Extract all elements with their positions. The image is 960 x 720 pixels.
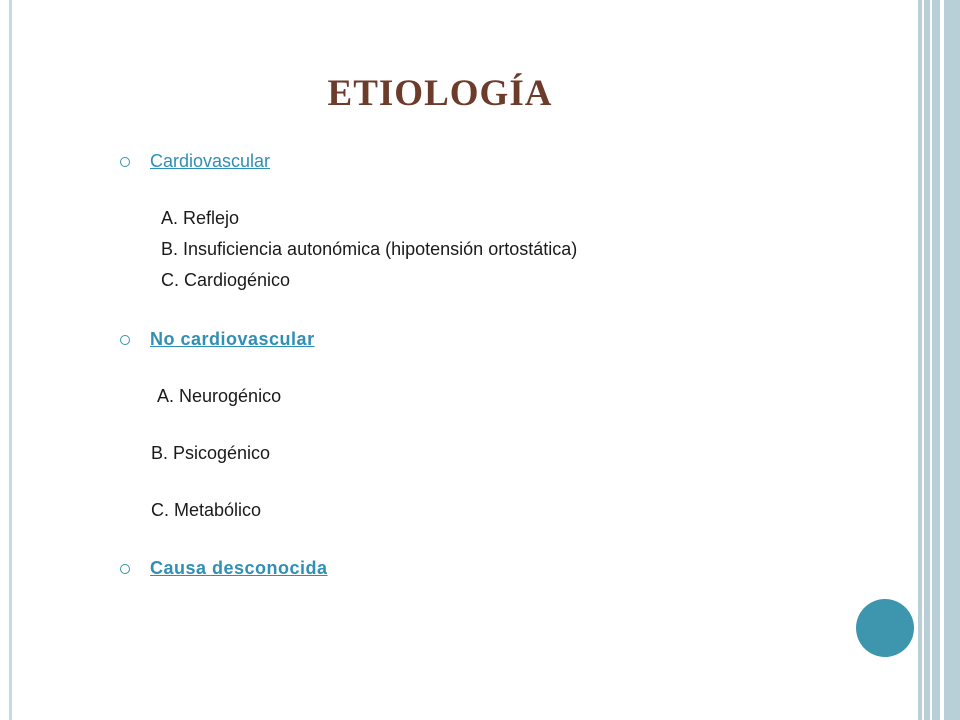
- list-item: C. Metabólico: [151, 500, 262, 520]
- list-item: C. Cardiogénico: [161, 270, 291, 290]
- link-cardiovascular[interactable]: Cardiovascular: [150, 151, 271, 171]
- link-causa-desconocida[interactable]: Causa desconocida: [150, 558, 328, 578]
- bullet-icon: [120, 335, 130, 345]
- list-item: A. Reflejo: [161, 208, 240, 228]
- frame-stripe: [930, 0, 932, 720]
- list-item: B. Insuficiencia autonómica (hipotensión ortostática): [161, 239, 578, 259]
- frame-stripe: [922, 0, 924, 720]
- decorative-circle: [856, 599, 914, 657]
- list-item: B. Psicogénico: [151, 443, 271, 463]
- bullet-icon: [120, 157, 130, 167]
- list-item: A. Neurogénico: [157, 386, 282, 406]
- link-no-cardiovascular[interactable]: No cardiovascular: [150, 329, 315, 349]
- frame-stripe: [940, 0, 944, 720]
- right-frame-bar: [918, 0, 960, 720]
- bullet-icon: [120, 564, 130, 574]
- slide-title: ETIOLOGÍA: [327, 73, 553, 114]
